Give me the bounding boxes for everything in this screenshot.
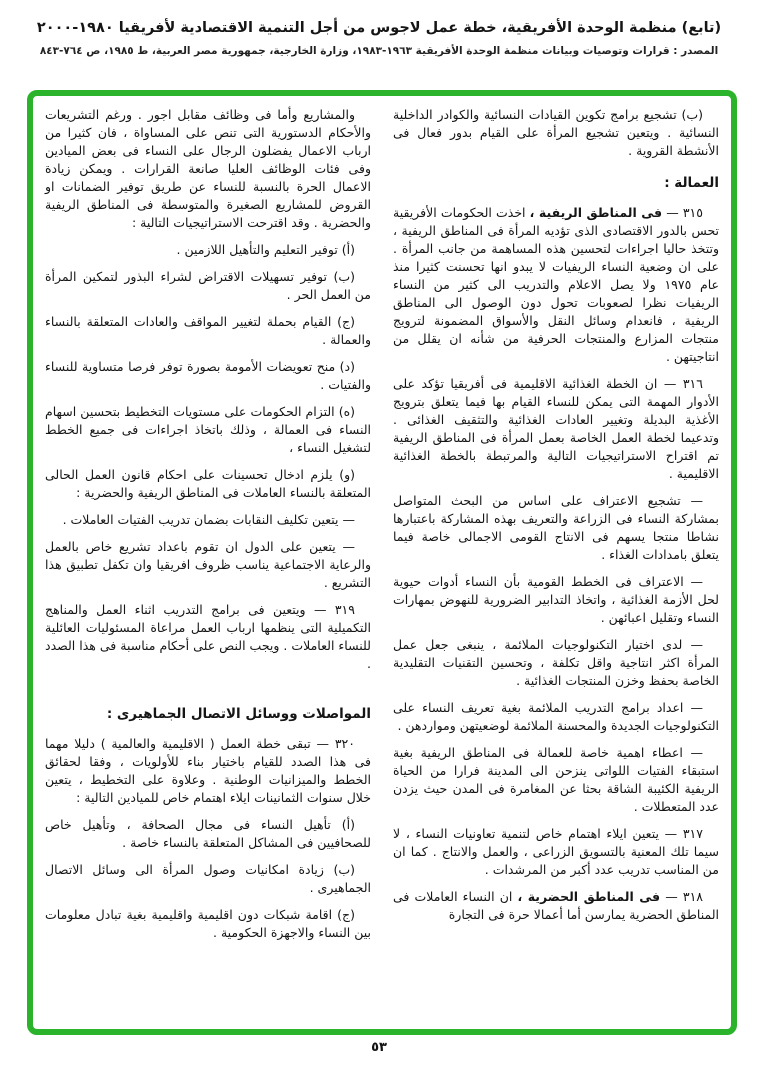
two-column-layout xyxy=(33,96,731,1029)
section-heading-communications: المواصلات ووسائل الاتصال الجماهيرى : xyxy=(106,706,371,722)
page-number: ٥٣ xyxy=(371,1040,387,1055)
dash-item: — يتعين على الدول ان تقوم باعداد تشريع خاص بالعمل والرعاية الاجتماعية يناسب ظروف افريقيا وان تكفل تطبيق هذا التشريع . xyxy=(45,539,371,590)
dash-item: — لدى اختيار التكنولوجيات الملائمة ، ينبغى جعل عمل المرأة اكثر انتاجية واقل تكلفة ، وتحسين التقنيات التقليدية الخاصة بحفظ وخزن المنتجات الغذائية . xyxy=(393,637,719,688)
paragraph: (ب) تشجيع برامج تكوين القيادات النسائية والكوادر الداخلية النسائية . ويتعين تشجيع المرأة على القيام بدور فعال فى الأنشطة القروية . xyxy=(393,107,719,158)
lettered-item-f: (و) يلزم ادخال تحسينات على احكام قانون العمل الحالى المتعلقة بالنساء العاملات فى المناطق الريفية والحضرية : xyxy=(45,467,371,500)
lettered-item-d: (د) منح تعويضات الأمومة بصورة توفر فرصا متساوية للنساء والفتيات . xyxy=(45,359,371,392)
paragraph-text: ان النساء العاملات فى المناطق الحضرية يمارسن أما أعمالا حرة فى التجارة xyxy=(393,889,719,922)
source-citation: المصدر : قرارات وتوصيات وبيانات منظمة الوحدة الأفريقية ١٩٦٣-١٩٨٣، وزارة الخارجية، جمهورية مصر العربية، ط ١٩٨٥، ص ٧٦٤-٨٤٣ xyxy=(39,45,719,58)
paragraph-318 xyxy=(393,888,719,924)
lettered-item-a: (أ) تأهيل النساء فى مجال الصحافة ، وتأهيل خاص للصحافيين فى المشاكل المتعلقة بالنساء خاصة . xyxy=(45,817,371,850)
dash-item: — تشجيع الاعتراف على اساس من البحث المتواصل بمشاركة النساء فى الزراعة والتعريف بهذه المشاركة باعتبارها نشاطا منتجا يسهم فى الانتاج القومى الاجمالى خاصة فيما يتعلق بامدادات الغذاء . xyxy=(393,493,719,562)
lettered-item-c: (ج) القيام بحملة لتغيير المواقف والعادات المتعلقة بالنساء والعمالة . xyxy=(45,314,371,347)
bold-lead: فى المناطق الحضرية ، xyxy=(517,889,661,904)
column-right xyxy=(393,106,719,1023)
paragraph-320: ٣٢٠ — تبقى خطة العمل ( الاقليمية والعالمية ) دليلا مهما فى هذا الصدد للقيام باختيار بناء للأولويات ، وفقا لحقائق الخطط والميزانيات الوطنية . وعلاوة على التخطيط ، يتعين خلال سنوات الثمانينات ايلاء اهتمام خاص للميادين التالية : xyxy=(45,736,371,805)
document-title: (تابع) منظمة الوحدة الأفريقية، خطة عمل لاجوس من أجل التنمية الاقتصادية لأفريقيا ١٩٨٠-٢٠٠٠ xyxy=(36,20,722,36)
paragraph-number: ٣١٥ — xyxy=(662,205,703,220)
bold-lead: فى المناطق الريفية ، xyxy=(529,205,663,220)
lettered-item-b: (ب) توفير تسهيلات الاقتراض لشراء البذور لتمكين المرأة من العمل الحر . xyxy=(45,269,371,302)
dash-item: — يتعين تكليف النقابات بضمان تدريب الفتيات العاملات . xyxy=(62,512,355,527)
paragraph-315 xyxy=(393,204,719,366)
lettered-item-a: (أ) توفير التعليم والتأهيل اللازمين . xyxy=(176,242,355,257)
page-header xyxy=(0,18,758,57)
dash-item: — اعطاء اهمية خاصة للعمالة فى المناطق الريفية بغية استبقاء الفتيات اللواتى ينزحن الى المدينة فرارا من الحياة الريفية الكئيبة الشاقة بحثا عن المغامرة فى المدن حيث يزدن عدد المتعطلات . xyxy=(393,745,719,814)
lettered-item-c: (ج) اقامة شبكات دون اقليمية واقليمية بغية تبادل معلومات بين النساء والاجهزة الحكومية . xyxy=(45,907,371,940)
paragraph-continuation: والمشاريع وأما فى وظائف مقابل اجور . ورغم التشريعات والأحكام الدستورية التى تنص على المساواة ، فان كثيرا من ارباب الاعمال يفضلون الرجال على النساء فى بعض الميادين وفى فئات الوظائف العليا صانعة القرارات . ويمكن زيادة الاعمال الحرة بالنسبة للنساء عن طريق توفير الضمانات او القروض للمشاريع الصغيرة والمتوسطة فى المناطق الريفية والحضرية . وقد اقترحت الاستراتيجيات التالية : xyxy=(45,107,371,230)
paragraph-number: ٣١٨ — xyxy=(660,889,704,904)
section-heading-employment: العمالة : xyxy=(664,175,719,191)
dash-item: — الاعتراف فى الخطط القومية بأن النساء أدوات حيوية لحل الأزمة الغذائية ، واتخاذ التدابير الضرورية للنهوض بمهارات النساء وتقليل اعبائهن . xyxy=(393,574,719,625)
lettered-item-b: (ب) زيادة امكانيات وصول المرأة الى وسائل الاتصال الجماهيرى . xyxy=(45,862,371,895)
dash-item: — اعداد برامج التدريب الملائمة بغية تعريف النساء على التكنولوجيات الجديدة والمحسنة الملائمة لوضعيتهن ومواردهن . xyxy=(393,700,719,733)
lettered-item-e: (ه) التزام الحكومات على مستويات التخطيط بتحسين اسهام النساء فى العمالة ، وذلك باتخاذ اجراءات فى جميع الخطط لتشغيل النساء ، xyxy=(45,404,371,455)
column-left xyxy=(45,106,371,1023)
content-border-frame xyxy=(27,90,737,1035)
paragraph-316: ٣١٦ — ان الخطة الغذائية الاقليمية فى أفريقيا تؤكد على الأدوار المهمة التى يمكن للنساء القيام بها فيما يتعلق بترويج الأغذية البديلة وتغيير العادات الغذائية والتثقيف الغذائى . وتدعيما لخطة العمل الخاصة بعمل المرأة فى المناطق الريفية تم اقتراح الاستراتيجيات التالية والمرتبطة بالخطة الغذائية الاقليمية . xyxy=(393,376,719,481)
paragraph-319: ٣١٩ — ويتعين فى برامج التدريب اثناء العمل والمناهج التكميلية التى ينظمها ارباب العمل مراعاة المسئوليات العائلية للنساء العاملات . ويجب النص على أحكام مناسبة فى هذا الصدد . xyxy=(45,602,371,671)
paragraph-317: ٣١٧ — يتعين ايلاء اهتمام خاص لتنمية تعاونيات النساء ، لا سيما تلك المعنية بالتسويق الزراعى ، والعمل والانتاج . كما ان من المناسب تدريب عدد أكبر من المرشدات . xyxy=(393,826,719,877)
paragraph-text: اخذت الحكومات الأفريقية تحس بالدور الاقتصادى الذى تؤديه المرأة فى المناطق الريفية ، وتتخذ حاليا اجراءات لتحسين هذه المساهمة من جانب المرأة . على ان وضعية النساء الريفيات لا يبدو انها تحسنت كثيرا منذ عام ١٩٧٥ ولا يصل الاعلام والتدريب الى كثير من النساء الريفيات نظرا لصعوبات تحول دون الوصول الى المناطق الريفية ، فانعدام وسائل النقل والأسواق المضمونة لترويج منتجات المزارع والمنتجات الحرفية من شأنه ان يقلل من انتاجيتهن . xyxy=(393,205,720,364)
